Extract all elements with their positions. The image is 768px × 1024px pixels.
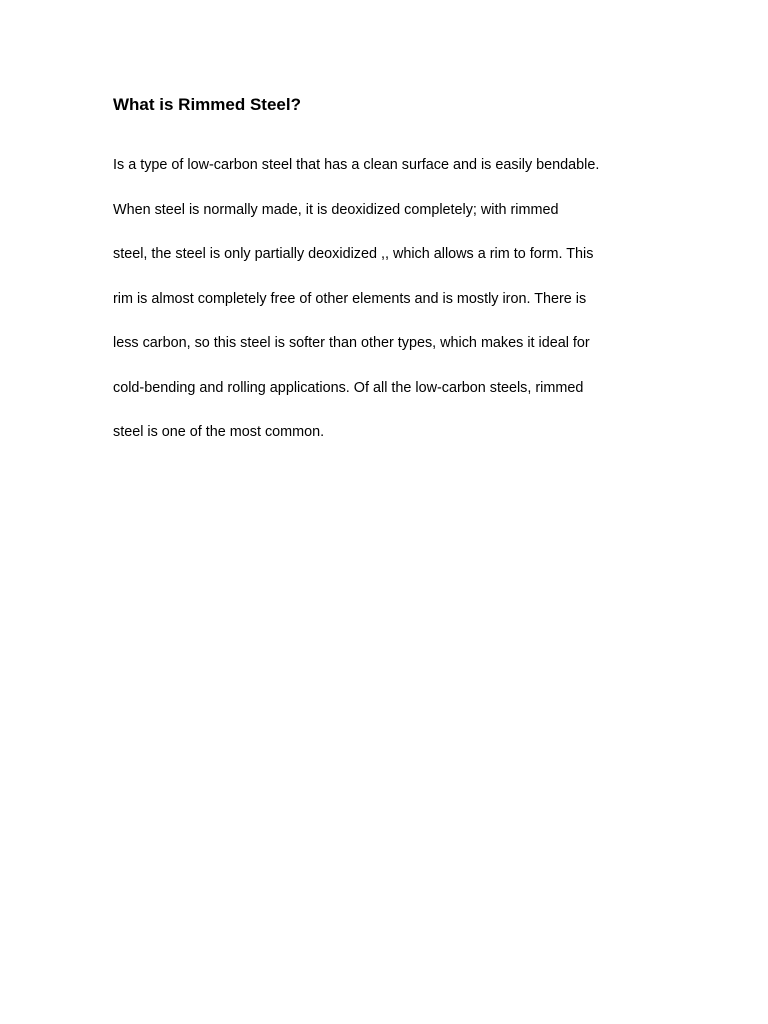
paragraph-line: steel is one of the most common. [113, 424, 325, 440]
paragraph-line: steel, the steel is only partially deoxidized ,, which allows a rim to form. This [113, 246, 594, 262]
document-paragraph [113, 152, 599, 464]
paragraph-line: Is a type of low-carbon steel that has a clean surface and is easily bendable. [113, 157, 600, 173]
document-title: What is Rimmed Steel? [113, 95, 301, 114]
paragraph-line: When steel is normally made, it is deoxidized completely; with rimmed [113, 201, 559, 218]
paragraph-line: rim is almost completely free of other elements and is mostly iron. There is [113, 290, 587, 307]
paragraph-line: cold-bending and rolling applications. Of all the low-carbon steels, rimmed [113, 379, 584, 396]
paragraph-line: less carbon, so this steel is softer than other types, which makes it ideal for [113, 335, 590, 351]
